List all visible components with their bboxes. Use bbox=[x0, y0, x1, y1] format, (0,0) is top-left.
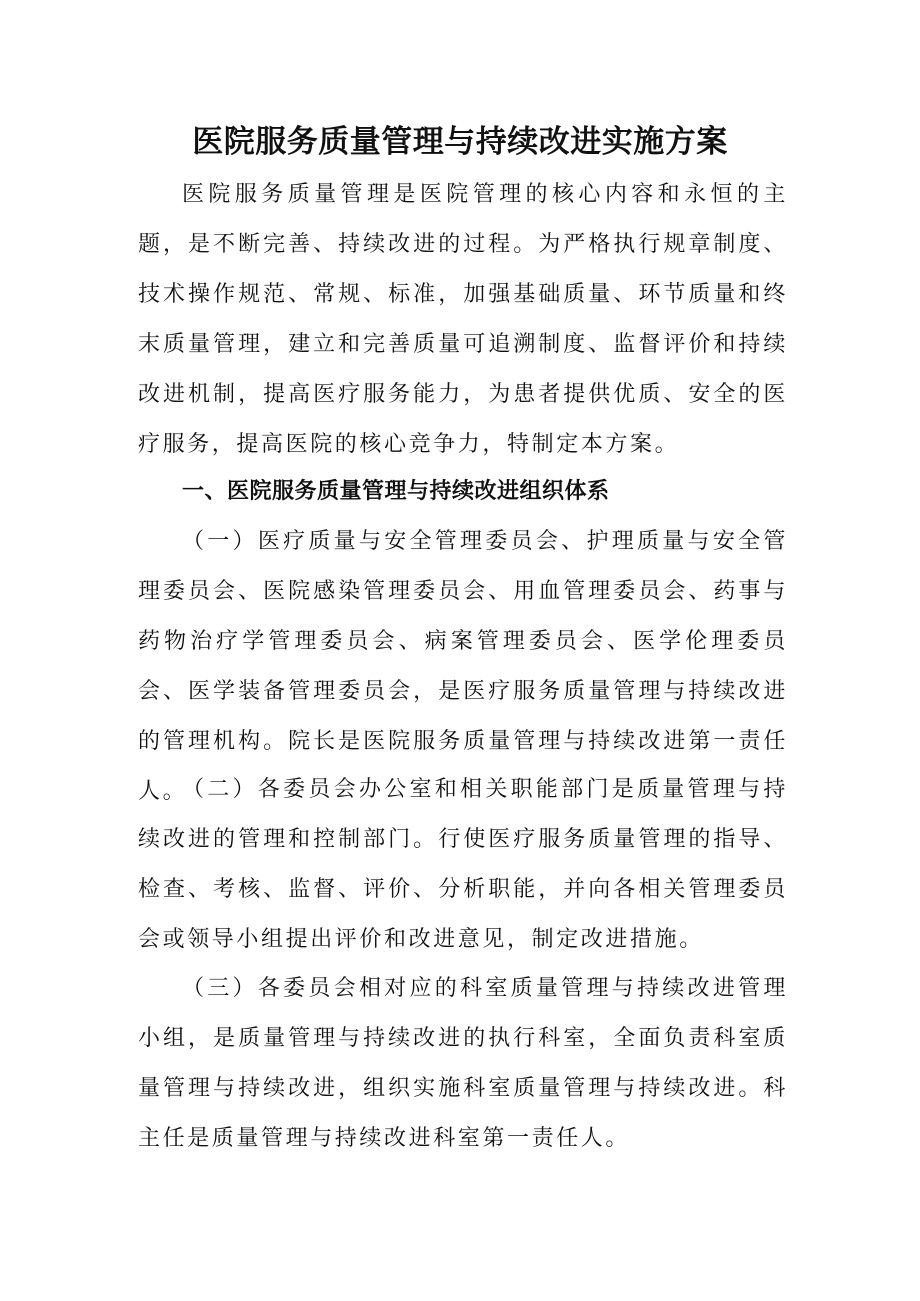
section-1-paragraph-3: （三）各委员会相对应的科室质量管理与持续改进管理小组，是质量管理与持续改进的执行科室，全面负责科室质量管理与持续改进，组织实施科室质量管理与持续改进。科主任是质量管理与持续改进科室第一责任人。 bbox=[138, 976, 788, 1151]
document-title: 医院服务质量管理与持续改进实施方案 bbox=[192, 124, 728, 160]
section-1-paragraph-2: （二）各委员会办公室和相关职能部门是质量管理与持续改进的管理和控制部门。行使医疗服务质量管理的指导、检查、考核、监督、评价、分析职能，并向各相关管理委员会或领导小组提出评价和改进意见，制定改进措施。 bbox=[138, 777, 788, 952]
section-heading-1: 一、医院服务质量管理与持续改进组织体系 bbox=[182, 479, 610, 504]
section-1-paragraph-1: （一）医疗质量与安全管理委员会、护理质量与安全管理委员会、医院感染管理委员会、用血管理委员会、药事与药物治疗学管理委员会、病案管理委员会、医学伦理委员会、医学装备管理委员会，是医疗服务质量管理与持续改进的管理机构。院长是医院服务质量管理与持续改进第一责任人。 bbox=[138, 529, 788, 804]
intro-paragraph: 医院服务质量管理是医院管理的核心内容和永恒的主题，是不断完善、持续改进的过程。为严格执行规章制度、技术操作规范、常规、标准，加强基础质量、环节质量和终末质量管理，建立和完善质量可追溯制度、监督评价和持续改进机制，提高医疗服务能力，为患者提供优质、安全的医疗服务，提高医院的核心竞争力，特制定本方案。 bbox=[138, 182, 788, 457]
